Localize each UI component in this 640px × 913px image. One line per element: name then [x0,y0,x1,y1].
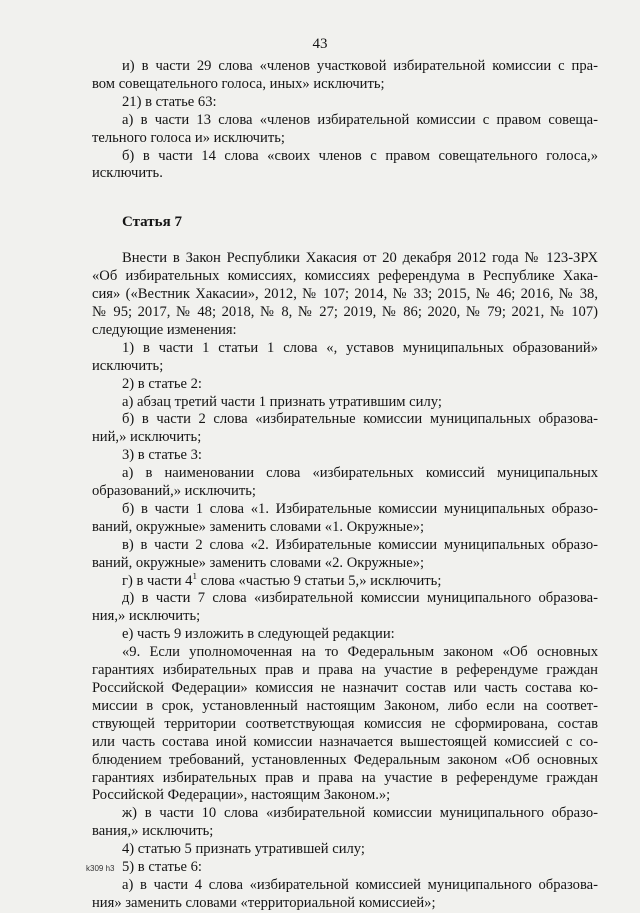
text-line [92,376,598,394]
text-line [92,805,598,823]
text-line [92,698,598,716]
text-line [92,304,598,322]
text-line-content: следующие изменения: [92,321,237,338]
text-line-content: Российской Федерации», настоящим Законом.»; [92,787,391,804]
text-line-content: е) часть 9 изложить в следующей редакции: [122,626,395,643]
article-7-body [92,250,598,913]
text-line-content: 5) в статье 6: [122,859,202,876]
text-line [92,608,598,626]
text-line-content: ж) в части 10 слова «избирательной комиссии муниципального образо- [122,805,598,822]
text-line-content: гарантиях избирательных прав и права на участие в референдуме граждан [92,769,598,786]
text-line [92,340,598,358]
text-line-continuation: слова «частью 9 статьи 5,» исключить; [196,572,442,589]
text-line [92,626,598,644]
text-line [92,841,598,859]
text-line-content: ния» заменить словами «территориальной комиссией»; [92,894,436,911]
text-line-content: ния,» исключить; [92,608,201,625]
text-line [92,787,598,805]
text-line-content: б) в части 14 слова «своих членов с правом совещательного голоса,» [122,147,598,164]
text-line-content: д) в части 7 слова «избирательной комиссии муниципального образова- [122,590,598,607]
text-line [92,573,598,591]
text-line [92,358,598,376]
article-heading: Статья 7 [122,214,182,231]
text-line-content: № 95; 2017, № 48; 2018, № 8, № 27; 2019, № 86; 2020, № 79; 2021, № 107) [92,303,598,320]
text-line-content: вом совещательного голоса, иных» исключить; [92,75,385,92]
text-line-content: а) в наименовании слова «избирательных комиссий муниципальных [122,465,598,482]
amendments-article-6-tail [92,58,598,183]
superscript-index: 1 [192,572,197,581]
document-body [92,58,598,913]
text-line [92,662,598,680]
text-line-content: «Об избирательных комиссиях, комиссиях референдума в Республике Хака- [92,268,598,285]
text-line-content: ваний, окружные» заменить словами «2. Окружные»; [92,554,425,571]
text-line-content: блюдением требований, установленных Федеральным законом «Об основных [92,751,598,768]
text-line [92,322,598,340]
text-line [92,752,598,770]
text-line [92,483,598,501]
text-line-content: 4) статью 5 признать утратившей силу; [122,841,365,858]
text-line-content: гарантиях избирательных прав и права на участие в референдуме граждан [92,662,598,679]
text-line [92,895,598,913]
text-line [92,250,598,268]
text-line [92,268,598,286]
text-line [92,112,598,130]
text-line-content: 1) в части 1 статьи 1 слова «, уставов муниципальных образований» [122,339,598,356]
text-line [92,94,598,112]
text-line-content: вания,» исключить; [92,823,214,840]
text-line-content: ваний, окружные» заменить словами «1. Окружные»; [92,518,425,535]
text-line-content: исключить. [92,165,163,182]
text-line-content: тельного голоса и» исключить; [92,129,285,146]
text-line [92,286,598,304]
text-line [92,58,598,76]
text-line-content: исключить; [92,357,164,374]
text-line-content: Российской Федерации» комиссия не назначит состав или часть состава ко- [92,680,598,696]
text-line-content: образований,» исключить; [92,483,256,500]
text-line [92,877,598,895]
text-line [92,519,598,537]
text-line-content: ствующей территории соответствующая комиссия не сформирована, состав [92,715,598,732]
text-line [92,165,598,183]
text-line-content: миссии в срок, установленный настоящим Законом, либо если на соответ- [92,697,598,714]
text-line [92,859,598,877]
text-line-content: а) в части 4 слова «избирательной комиссией муниципального образова- [122,876,598,893]
text-line-content: 3) в статье 3: [122,447,202,464]
text-line [92,734,598,752]
text-line-content: и) в части 29 слова «членов участковой избирательной комиссии с пра- [122,58,598,74]
text-line-content: «9. Если уполномоченная на то Федеральным законом «Об основных [122,644,598,661]
text-line [92,447,598,465]
text-line-content: или часть состава иной комиссии назначается вышестоящей комиссией с со- [92,733,598,750]
page-number: 43 [312,36,328,52]
text-line [92,823,598,841]
text-line-content: 21) в статье 63: [122,93,217,110]
text-line [92,537,598,555]
text-line [92,716,598,734]
text-line-content: а) в части 13 слова «членов избирательной комиссии с правом совеща- [122,111,598,128]
text-line [92,411,598,429]
text-line-content: б) в части 2 слова «избирательные комиссии муниципальных образова- [122,411,598,428]
text-line [92,770,598,788]
text-line [92,465,598,483]
text-line [92,76,598,94]
text-line [92,130,598,148]
text-line [92,501,598,519]
text-line [92,148,598,166]
footer-code: k309 h3 [86,864,115,873]
text-line [92,680,598,698]
text-line-content: Внести в Закон Республики Хакасия от 20 декабря 2012 года № 123-ЗРХ [122,250,598,267]
text-line [92,394,598,412]
text-line-content: г) в части 4 [122,572,193,589]
text-line [92,555,598,573]
text-line-content: в) в части 2 слова «2. Избирательные комиссии муниципальных образо- [122,536,598,553]
text-line [92,429,598,447]
text-line-content: сия» («Вестник Хакасии», 2012, № 107; 2014, № 33; 2015, № 46; 2016, № 38, [92,286,598,303]
text-line-content: ний,» исключить; [92,429,202,446]
text-line [92,644,598,662]
text-line-content: а) абзац третий части 1 признать утратившим силу; [122,393,442,410]
text-line-content: б) в части 1 слова «1. Избирательные комиссии муниципальных образо- [122,500,598,517]
text-line-content: 2) в статье 2: [122,375,202,392]
text-line [92,590,598,608]
